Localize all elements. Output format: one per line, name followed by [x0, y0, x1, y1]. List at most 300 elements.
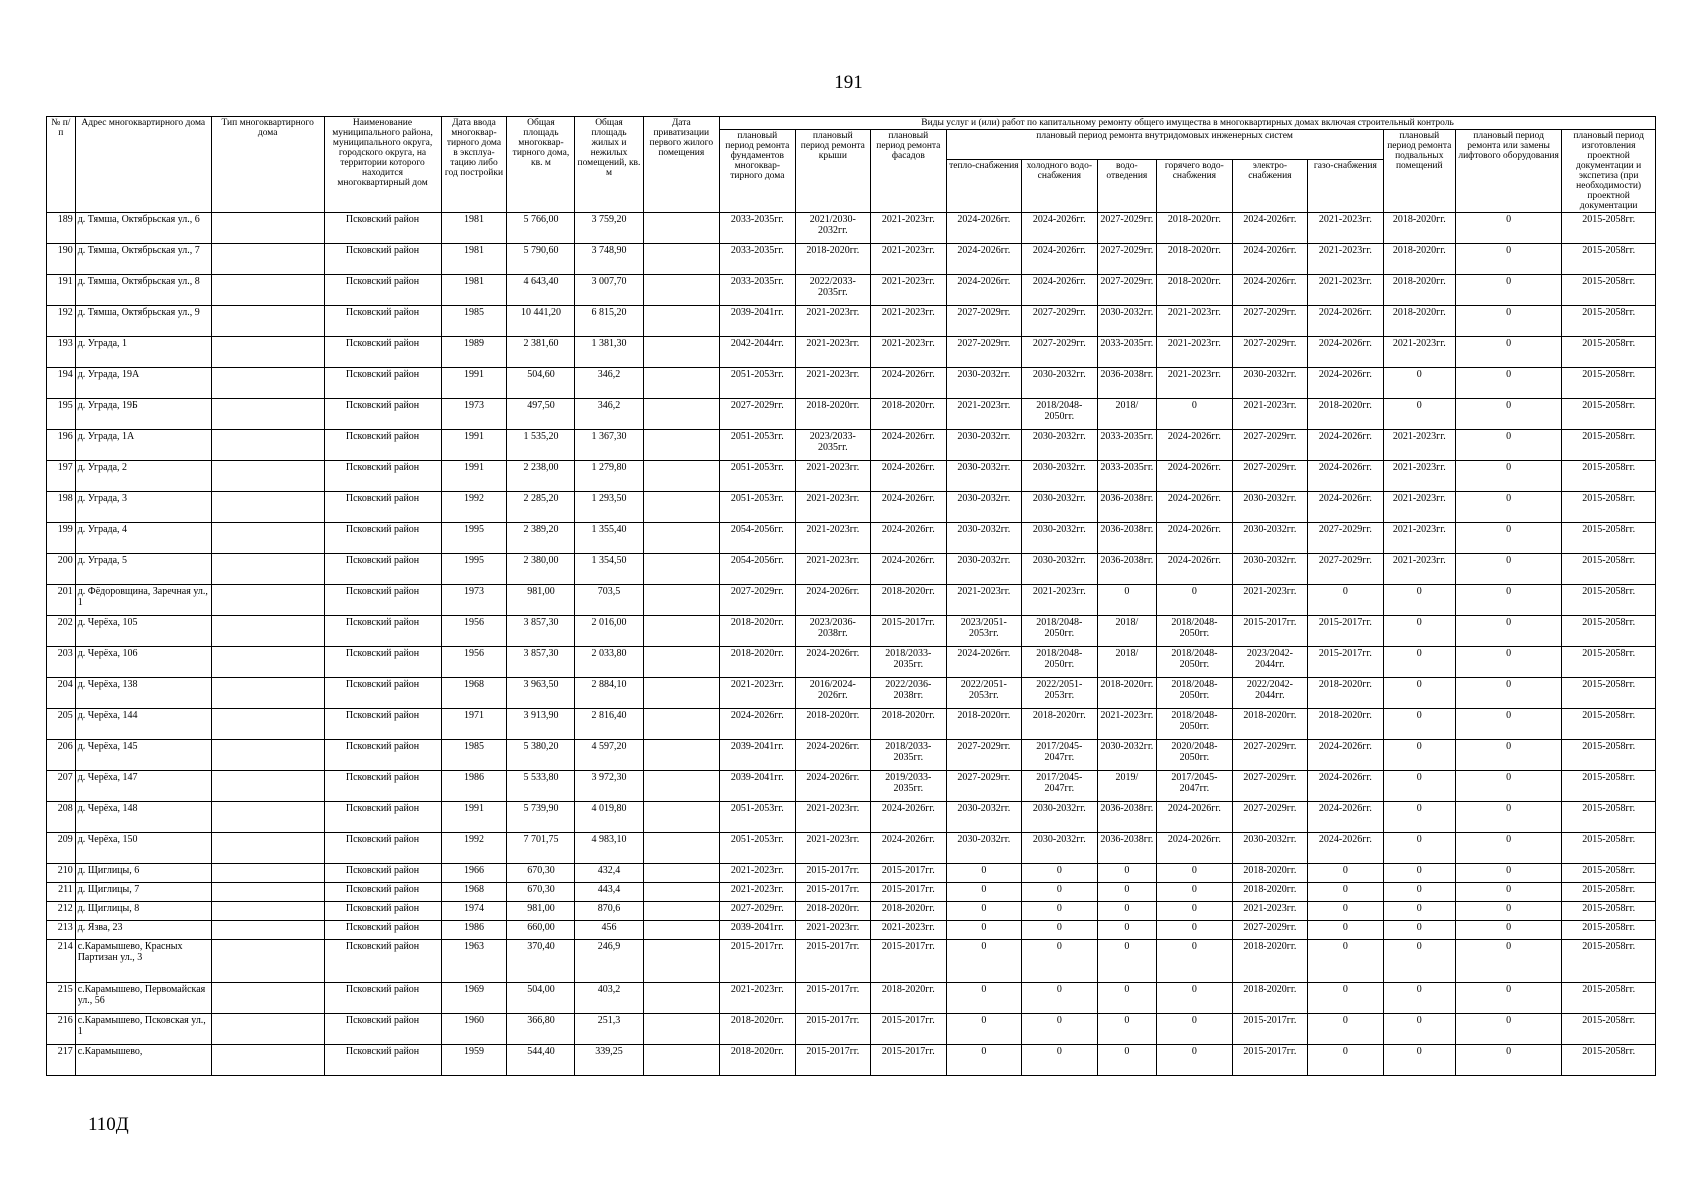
- hot-water-period-cell: 0: [1157, 983, 1233, 1014]
- roof-period-cell: 2022/2033-2035гг.: [795, 275, 871, 306]
- hot-water-period-cell: 0: [1157, 864, 1233, 883]
- house-type-cell: [211, 585, 324, 616]
- electric-period-cell: 2015-2017гг.: [1232, 1045, 1308, 1076]
- row-number-cell: 206: [47, 740, 76, 771]
- house-type-cell: [211, 833, 324, 864]
- heat-supply-period-cell: 2018-2020гг.: [946, 709, 1022, 740]
- basement-period-cell: 2021-2023гг.: [1383, 461, 1455, 492]
- address-cell: д. Язва, 23: [75, 921, 211, 940]
- facade-period-cell: 2024-2026гг.: [871, 523, 947, 554]
- privatization-date-cell: [643, 864, 720, 883]
- address-cell: д. Черёха, 144: [75, 709, 211, 740]
- table-row: [47, 585, 1656, 616]
- electric-period-cell: 2027-2029гг.: [1232, 306, 1308, 337]
- house-type-cell: [211, 368, 324, 399]
- header-sewer: водо-отведения: [1097, 159, 1157, 212]
- facade-period-cell: 2018-2020гг.: [871, 709, 947, 740]
- commission-year-cell: 1981: [441, 244, 507, 275]
- hot-water-period-cell: 0: [1157, 1014, 1233, 1045]
- lift-period-cell: 0: [1455, 709, 1561, 740]
- house-type-cell: [211, 902, 324, 921]
- gas-period-cell: 0: [1308, 585, 1384, 616]
- row-number-cell: 195: [47, 399, 76, 430]
- lift-period-cell: 0: [1455, 1014, 1561, 1045]
- gas-period-cell: 2021-2023гг.: [1308, 213, 1384, 244]
- hot-water-period-cell: 2018/2048-2050гг.: [1157, 647, 1233, 678]
- cold-water-period-cell: 0: [1022, 983, 1098, 1014]
- basement-period-cell: 2021-2023гг.: [1383, 337, 1455, 368]
- row-number-cell: 213: [47, 921, 76, 940]
- total-area-cell: 2 389,20: [507, 523, 575, 554]
- cold-water-period-cell: 0: [1022, 902, 1098, 921]
- municipality-cell: Псковский район: [324, 306, 441, 337]
- basement-period-cell: 0: [1383, 902, 1455, 921]
- heat-supply-period-cell: 0: [946, 1014, 1022, 1045]
- living-area-cell: 703,5: [575, 585, 643, 616]
- house-type-cell: [211, 983, 324, 1014]
- table-row: [47, 883, 1656, 902]
- address-cell: д. Черёха, 150: [75, 833, 211, 864]
- house-type-cell: [211, 554, 324, 585]
- living-area-cell: 346,2: [575, 399, 643, 430]
- header-roof: плановый период ремонта крыши: [795, 130, 871, 213]
- cold-water-period-cell: 2030-2032гг.: [1022, 430, 1098, 461]
- hot-water-period-cell: 0: [1157, 399, 1233, 430]
- hot-water-period-cell: 2018-2020гг.: [1157, 213, 1233, 244]
- roof-period-cell: 2023/2033-2035гг.: [795, 430, 871, 461]
- facade-period-cell: 2024-2026гг.: [871, 430, 947, 461]
- house-type-cell: [211, 940, 324, 983]
- hot-water-period-cell: 0: [1157, 585, 1233, 616]
- lift-period-cell: 0: [1455, 678, 1561, 709]
- house-type-cell: [211, 306, 324, 337]
- total-area-cell: 2 381,60: [507, 337, 575, 368]
- row-number-cell: 202: [47, 616, 76, 647]
- heat-supply-period-cell: 0: [946, 902, 1022, 921]
- privatization-date-cell: [643, 554, 720, 585]
- electric-period-cell: 2018-2020гг.: [1232, 940, 1308, 983]
- electric-period-cell: 2027-2029гг.: [1232, 430, 1308, 461]
- commission-year-cell: 1995: [441, 523, 507, 554]
- municipality-cell: Псковский район: [324, 461, 441, 492]
- lift-period-cell: 0: [1455, 306, 1561, 337]
- address-cell: с.Карамышево,: [75, 1045, 211, 1076]
- commission-year-cell: 1991: [441, 368, 507, 399]
- lift-period-cell: 0: [1455, 864, 1561, 883]
- gas-period-cell: 2024-2026гг.: [1308, 337, 1384, 368]
- row-number-cell: 201: [47, 585, 76, 616]
- electric-period-cell: 2027-2029гг.: [1232, 802, 1308, 833]
- sewer-period-cell: 2027-2029гг.: [1097, 275, 1157, 306]
- municipality-cell: Псковский район: [324, 399, 441, 430]
- table-header: [47, 117, 1656, 213]
- sewer-period-cell: 0: [1097, 921, 1157, 940]
- lift-period-cell: 0: [1455, 616, 1561, 647]
- table-row: [47, 244, 1656, 275]
- foundation-period-cell: 2027-2029гг.: [720, 585, 796, 616]
- table-row: [47, 399, 1656, 430]
- basement-period-cell: 2021-2023гг.: [1383, 523, 1455, 554]
- heat-supply-period-cell: 2024-2026гг.: [946, 647, 1022, 678]
- municipality-cell: Псковский район: [324, 771, 441, 802]
- table-body: [47, 213, 1656, 1076]
- house-type-cell: [211, 275, 324, 306]
- lift-period-cell: 0: [1455, 647, 1561, 678]
- house-type-cell: [211, 461, 324, 492]
- commission-year-cell: 1971: [441, 709, 507, 740]
- foundation-period-cell: 2027-2029гг.: [720, 902, 796, 921]
- sewer-period-cell: 2036-2038гг.: [1097, 833, 1157, 864]
- living-area-cell: 4 019,80: [575, 802, 643, 833]
- facade-period-cell: 2021-2023гг.: [871, 275, 947, 306]
- basement-period-cell: 2021-2023гг.: [1383, 492, 1455, 523]
- roof-period-cell: 2016/2024-2026гг.: [795, 678, 871, 709]
- heat-supply-period-cell: 0: [946, 940, 1022, 983]
- municipality-cell: Псковский район: [324, 523, 441, 554]
- house-type-cell: [211, 740, 324, 771]
- sewer-period-cell: 0: [1097, 983, 1157, 1014]
- house-type-cell: [211, 492, 324, 523]
- table-row: [47, 833, 1656, 864]
- project-docs-period-cell: 2015-2058гг.: [1562, 368, 1656, 399]
- commission-year-cell: 1981: [441, 213, 507, 244]
- commission-year-cell: 1956: [441, 647, 507, 678]
- electric-period-cell: 2030-2032гг.: [1232, 492, 1308, 523]
- electric-period-cell: 2021-2023гг.: [1232, 902, 1308, 921]
- basement-period-cell: 2021-2023гг.: [1383, 430, 1455, 461]
- gas-period-cell: 2024-2026гг.: [1308, 771, 1384, 802]
- hot-water-period-cell: 2020/2048-2050гг.: [1157, 740, 1233, 771]
- commission-year-cell: 1992: [441, 492, 507, 523]
- foundation-period-cell: 2051-2053гг.: [720, 833, 796, 864]
- heat-supply-period-cell: 2024-2026гг.: [946, 275, 1022, 306]
- total-area-cell: 981,00: [507, 585, 575, 616]
- basement-period-cell: 0: [1383, 647, 1455, 678]
- electric-period-cell: 2015-2017гг.: [1232, 616, 1308, 647]
- row-number-cell: 204: [47, 678, 76, 709]
- lift-period-cell: 0: [1455, 902, 1561, 921]
- foundation-period-cell: 2054-2056гг.: [720, 523, 796, 554]
- gas-period-cell: 2024-2026гг.: [1308, 368, 1384, 399]
- project-docs-period-cell: 2015-2058гг.: [1562, 647, 1656, 678]
- privatization-date-cell: [643, 306, 720, 337]
- roof-period-cell: 2018-2020гг.: [795, 244, 871, 275]
- total-area-cell: 2 238,00: [507, 461, 575, 492]
- living-area-cell: 3 972,30: [575, 771, 643, 802]
- header-type: Тип многоквартирного дома: [211, 117, 324, 213]
- roof-period-cell: 2024-2026гг.: [795, 771, 871, 802]
- facade-period-cell: 2024-2026гг.: [871, 461, 947, 492]
- privatization-date-cell: [643, 983, 720, 1014]
- facade-period-cell: 2021-2023гг.: [871, 213, 947, 244]
- row-number-cell: 217: [47, 1045, 76, 1076]
- project-docs-period-cell: 2015-2058гг.: [1562, 461, 1656, 492]
- commission-year-cell: 1956: [441, 616, 507, 647]
- address-cell: д. Черёха, 145: [75, 740, 211, 771]
- heat-supply-period-cell: 2030-2032гг.: [946, 461, 1022, 492]
- sewer-period-cell: 2036-2038гг.: [1097, 523, 1157, 554]
- municipality-cell: Псковский район: [324, 368, 441, 399]
- privatization-date-cell: [643, 368, 720, 399]
- sewer-period-cell: 2018/: [1097, 399, 1157, 430]
- row-number-cell: 203: [47, 647, 76, 678]
- roof-period-cell: 2015-2017гг.: [795, 940, 871, 983]
- address-cell: д. Уграда, 19Б: [75, 399, 211, 430]
- house-type-cell: [211, 399, 324, 430]
- lift-period-cell: 0: [1455, 430, 1561, 461]
- total-area-cell: 5 739,90: [507, 802, 575, 833]
- row-number-cell: 199: [47, 523, 76, 554]
- project-docs-period-cell: 2015-2058гг.: [1562, 940, 1656, 983]
- heat-supply-period-cell: 2021-2023гг.: [946, 399, 1022, 430]
- facade-period-cell: 2021-2023гг.: [871, 921, 947, 940]
- foundation-period-cell: 2021-2023гг.: [720, 883, 796, 902]
- row-number-cell: 208: [47, 802, 76, 833]
- cold-water-period-cell: 2021-2023гг.: [1022, 585, 1098, 616]
- heat-supply-period-cell: 2027-2029гг.: [946, 740, 1022, 771]
- privatization-date-cell: [643, 921, 720, 940]
- address-cell: д. Уграда, 3: [75, 492, 211, 523]
- heat-supply-period-cell: 2022/2051-2053гг.: [946, 678, 1022, 709]
- total-area-cell: 1 535,20: [507, 430, 575, 461]
- table-row: [47, 523, 1656, 554]
- privatization-date-cell: [643, 585, 720, 616]
- privatization-date-cell: [643, 1014, 720, 1045]
- facade-period-cell: 2018-2020гг.: [871, 983, 947, 1014]
- gas-period-cell: 2024-2026гг.: [1308, 461, 1384, 492]
- header-privatization-date: Дата приватизации первого жилого помещения: [643, 117, 720, 213]
- heat-supply-period-cell: 0: [946, 1045, 1022, 1076]
- cold-water-period-cell: 0: [1022, 864, 1098, 883]
- lift-period-cell: 0: [1455, 337, 1561, 368]
- facade-period-cell: 2018/2033-2035гг.: [871, 740, 947, 771]
- total-area-cell: 10 441,20: [507, 306, 575, 337]
- project-docs-period-cell: 2015-2058гг.: [1562, 740, 1656, 771]
- privatization-date-cell: [643, 802, 720, 833]
- foundation-period-cell: 2042-2044гг.: [720, 337, 796, 368]
- living-area-cell: 339,25: [575, 1045, 643, 1076]
- foundation-period-cell: 2039-2041гг.: [720, 740, 796, 771]
- row-number-cell: 200: [47, 554, 76, 585]
- row-number-cell: 197: [47, 461, 76, 492]
- header-basement: плановый период ремонта подвальных помещений: [1383, 130, 1455, 213]
- total-area-cell: 5 380,20: [507, 740, 575, 771]
- cold-water-period-cell: 2024-2026гг.: [1022, 213, 1098, 244]
- total-area-cell: 3 913,90: [507, 709, 575, 740]
- basement-period-cell: 0: [1383, 864, 1455, 883]
- address-cell: д. Уграда, 19А: [75, 368, 211, 399]
- municipality-cell: Псковский район: [324, 585, 441, 616]
- municipality-cell: Псковский район: [324, 983, 441, 1014]
- cold-water-period-cell: 2030-2032гг.: [1022, 368, 1098, 399]
- basement-period-cell: 2018-2020гг.: [1383, 306, 1455, 337]
- address-cell: д. Уграда, 5: [75, 554, 211, 585]
- electric-period-cell: 2018-2020гг.: [1232, 864, 1308, 883]
- total-area-cell: 7 701,75: [507, 833, 575, 864]
- table-row: [47, 647, 1656, 678]
- commission-year-cell: 1985: [441, 306, 507, 337]
- hot-water-period-cell: 2018-2020гг.: [1157, 244, 1233, 275]
- basement-period-cell: 2021-2023гг.: [1383, 554, 1455, 585]
- total-area-cell: 497,50: [507, 399, 575, 430]
- header-project-docs: плановый период изготовления проектной документации и экспетиза (при необходимости) проектной документации: [1562, 130, 1656, 213]
- basement-period-cell: 0: [1383, 585, 1455, 616]
- foundation-period-cell: 2015-2017гг.: [720, 940, 796, 983]
- sewer-period-cell: 2018/: [1097, 616, 1157, 647]
- gas-period-cell: 0: [1308, 921, 1384, 940]
- gas-period-cell: 2018-2020гг.: [1308, 709, 1384, 740]
- basement-period-cell: 0: [1383, 616, 1455, 647]
- cold-water-period-cell: 2024-2026гг.: [1022, 275, 1098, 306]
- basement-period-cell: 0: [1383, 1045, 1455, 1076]
- gas-period-cell: 0: [1308, 1014, 1384, 1045]
- facade-period-cell: 2018-2020гг.: [871, 902, 947, 921]
- roof-period-cell: 2015-2017гг.: [795, 1014, 871, 1045]
- commission-year-cell: 1989: [441, 337, 507, 368]
- footer-code: 110Д: [88, 1114, 129, 1135]
- hot-water-period-cell: 2021-2023гг.: [1157, 306, 1233, 337]
- commission-year-cell: 1959: [441, 1045, 507, 1076]
- commission-year-cell: 1991: [441, 461, 507, 492]
- living-area-cell: 432,4: [575, 864, 643, 883]
- commission-year-cell: 1986: [441, 921, 507, 940]
- roof-period-cell: 2021-2023гг.: [795, 523, 871, 554]
- sewer-period-cell: 2036-2038гг.: [1097, 554, 1157, 585]
- cold-water-period-cell: 0: [1022, 940, 1098, 983]
- table-row: [47, 430, 1656, 461]
- commission-year-cell: 1969: [441, 983, 507, 1014]
- table-row: [47, 368, 1656, 399]
- total-area-cell: 660,00: [507, 921, 575, 940]
- header-total-area: Общая площадь многоквар-тирного дома, кв. м: [507, 117, 575, 213]
- cold-water-period-cell: 2030-2032гг.: [1022, 802, 1098, 833]
- basement-period-cell: 0: [1383, 921, 1455, 940]
- project-docs-period-cell: 2015-2058гг.: [1562, 244, 1656, 275]
- lift-period-cell: 0: [1455, 921, 1561, 940]
- hot-water-period-cell: 2024-2026гг.: [1157, 833, 1233, 864]
- facade-period-cell: 2022/2036-2038гг.: [871, 678, 947, 709]
- basement-period-cell: 0: [1383, 833, 1455, 864]
- project-docs-period-cell: 2015-2058гг.: [1562, 585, 1656, 616]
- municipality-cell: Псковский район: [324, 275, 441, 306]
- electric-period-cell: 2027-2029гг.: [1232, 740, 1308, 771]
- sewer-period-cell: 0: [1097, 1045, 1157, 1076]
- roof-period-cell: 2021-2023гг.: [795, 306, 871, 337]
- municipality-cell: Псковский район: [324, 740, 441, 771]
- roof-period-cell: 2015-2017гг.: [795, 1045, 871, 1076]
- hot-water-period-cell: 2018/2048-2050гг.: [1157, 678, 1233, 709]
- living-area-cell: 1 354,50: [575, 554, 643, 585]
- heat-supply-period-cell: 2030-2032гг.: [946, 802, 1022, 833]
- house-type-cell: [211, 430, 324, 461]
- table-row: [47, 678, 1656, 709]
- municipality-cell: Псковский район: [324, 492, 441, 523]
- project-docs-period-cell: 2015-2058гг.: [1562, 523, 1656, 554]
- foundation-period-cell: 2027-2029гг.: [720, 399, 796, 430]
- address-cell: д. Тямша, Октябрьская ул., 7: [75, 244, 211, 275]
- house-type-cell: [211, 678, 324, 709]
- facade-period-cell: 2015-2017гг.: [871, 864, 947, 883]
- sewer-period-cell: 0: [1097, 940, 1157, 983]
- cold-water-period-cell: 2022/2051-2053гг.: [1022, 678, 1098, 709]
- privatization-date-cell: [643, 523, 720, 554]
- gas-period-cell: 2024-2026гг.: [1308, 833, 1384, 864]
- roof-period-cell: 2021-2023гг.: [795, 833, 871, 864]
- foundation-period-cell: 2021-2023гг.: [720, 983, 796, 1014]
- total-area-cell: 3 857,30: [507, 647, 575, 678]
- gas-period-cell: 0: [1308, 864, 1384, 883]
- living-area-cell: 1 355,40: [575, 523, 643, 554]
- house-type-cell: [211, 921, 324, 940]
- municipality-cell: Псковский район: [324, 921, 441, 940]
- living-area-cell: 1 381,30: [575, 337, 643, 368]
- living-area-cell: 1 293,50: [575, 492, 643, 523]
- hot-water-period-cell: 2018/2048-2050гг.: [1157, 616, 1233, 647]
- gas-period-cell: 0: [1308, 902, 1384, 921]
- gas-period-cell: 0: [1308, 940, 1384, 983]
- sewer-period-cell: 0: [1097, 585, 1157, 616]
- hot-water-period-cell: 2021-2023гг.: [1157, 337, 1233, 368]
- commission-year-cell: 1991: [441, 802, 507, 833]
- lift-period-cell: 0: [1455, 1045, 1561, 1076]
- sewer-period-cell: 2030-2032гг.: [1097, 306, 1157, 337]
- facade-period-cell: 2018/2033-2035гг.: [871, 647, 947, 678]
- facade-period-cell: 2019/2033-2035гг.: [871, 771, 947, 802]
- municipality-cell: Псковский район: [324, 864, 441, 883]
- project-docs-period-cell: 2015-2058гг.: [1562, 709, 1656, 740]
- roof-period-cell: 2021-2023гг.: [795, 461, 871, 492]
- project-docs-period-cell: 2015-2058гг.: [1562, 399, 1656, 430]
- privatization-date-cell: [643, 647, 720, 678]
- gas-period-cell: 2018-2020гг.: [1308, 399, 1384, 430]
- lift-period-cell: 0: [1455, 585, 1561, 616]
- hot-water-period-cell: 0: [1157, 921, 1233, 940]
- privatization-date-cell: [643, 337, 720, 368]
- cold-water-period-cell: 2030-2032гг.: [1022, 833, 1098, 864]
- electric-period-cell: 2030-2032гг.: [1232, 368, 1308, 399]
- basement-period-cell: 0: [1383, 802, 1455, 833]
- foundation-period-cell: 2018-2020гг.: [720, 616, 796, 647]
- address-cell: д. Уграда, 2: [75, 461, 211, 492]
- electric-period-cell: 2024-2026гг.: [1232, 275, 1308, 306]
- table-row: [47, 492, 1656, 523]
- table-row: [47, 616, 1656, 647]
- address-cell: д. Тямша, Октябрьская ул., 9: [75, 306, 211, 337]
- row-number-cell: 194: [47, 368, 76, 399]
- row-number-cell: 211: [47, 883, 76, 902]
- basement-period-cell: 0: [1383, 709, 1455, 740]
- sewer-period-cell: 2036-2038гг.: [1097, 368, 1157, 399]
- table-row: [47, 709, 1656, 740]
- page-number: 191: [834, 72, 863, 93]
- electric-period-cell: 2024-2026гг.: [1232, 213, 1308, 244]
- house-type-cell: [211, 1014, 324, 1045]
- municipality-cell: Псковский район: [324, 802, 441, 833]
- gas-period-cell: 2015-2017гг.: [1308, 647, 1384, 678]
- living-area-cell: 2 884,10: [575, 678, 643, 709]
- table-row: [47, 802, 1656, 833]
- living-area-cell: 3 007,70: [575, 275, 643, 306]
- living-area-cell: 443,4: [575, 883, 643, 902]
- sewer-period-cell: 2018/: [1097, 647, 1157, 678]
- address-cell: д. Черёха, 138: [75, 678, 211, 709]
- lift-period-cell: 0: [1455, 833, 1561, 864]
- hot-water-period-cell: 2017/2045-2047гг.: [1157, 771, 1233, 802]
- lift-period-cell: 0: [1455, 523, 1561, 554]
- roof-period-cell: 2021-2023гг.: [795, 921, 871, 940]
- living-area-cell: 3 759,20: [575, 213, 643, 244]
- heat-supply-period-cell: 2030-2032гг.: [946, 833, 1022, 864]
